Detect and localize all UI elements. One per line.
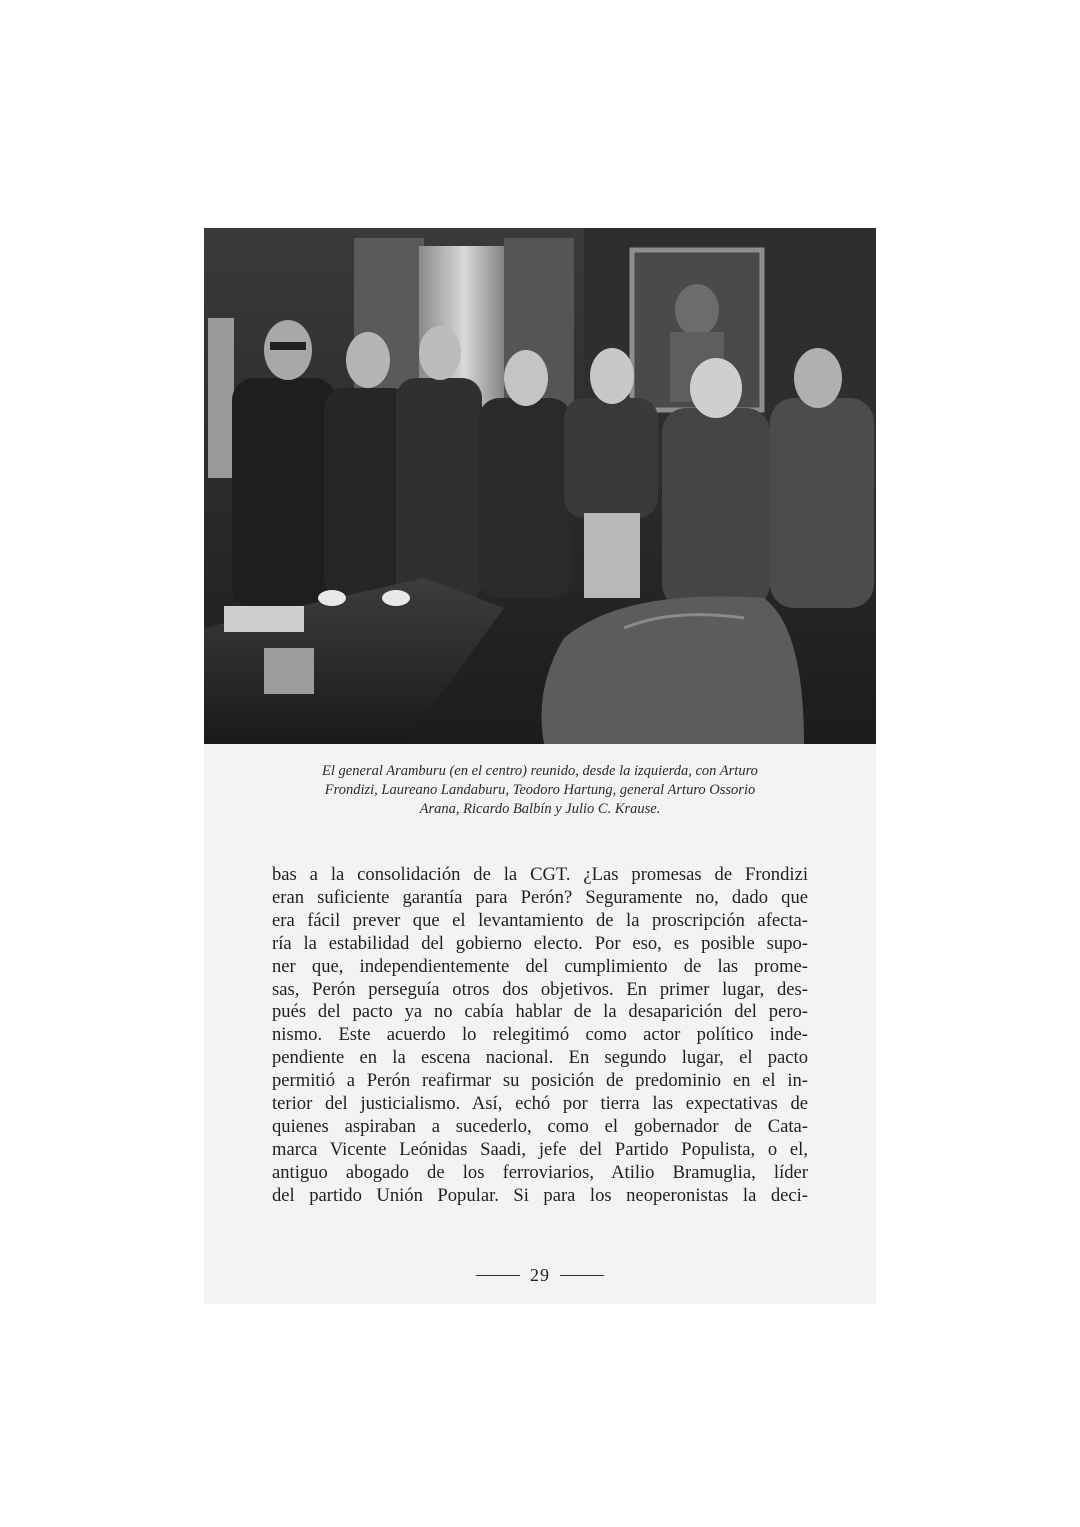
historical-photograph [204,228,876,744]
caption-line: Frondizi, Laureano Landaburu, Teodoro Hartung, general Arturo Ossorio [324,782,756,798]
text-line: ría la estabilidad del gobierno electo. Por eso, es posible supo- [272,932,808,954]
text-line: bas a la consolidación de la CGT. ¿Las promesas de Frondizi [272,864,808,885]
page-number: 29 [530,1264,550,1285]
caption-line: El general Aramburu (en el centro) reunido, desde la izquierda, con Arturo [322,763,758,779]
text-line: era fácil prever que el levantamiento de la proscripción afecta- [272,909,808,931]
text-line: quienes aspiraban a sucederlo, como el gobernador de Cata- [272,1115,808,1137]
text-line: ner que, independientemente del cumplimiento de las prome- [272,955,808,977]
text-line: permitió a Perón reafirmar su posición de predominio en el in- [272,1070,808,1092]
scanned-page [204,228,876,1304]
text-line: pendiente en la escena nacional. En segundo lugar, el pacto [272,1047,808,1069]
body-paragraph [272,864,808,1208]
photo-caption [248,762,832,819]
text-line: eran suficiente garantía para Perón? Seguramente no, dado que [272,886,808,908]
text-line: antiguo abogado de los ferroviarios, Atilio Bramuglia, líder [272,1161,808,1183]
text-line: terior del justicialismo. Así, echó por tierra las expectativas de [272,1093,808,1115]
caption-line: Arana, Ricardo Balbín y Julio C. Krause. [419,801,661,817]
text-line: del partido Unión Popular. Si para los neoperonistas la deci- [272,1184,808,1206]
folio-rule-left [476,1275,520,1276]
page-folio [204,1263,876,1287]
text-line: pués del pacto ya no cabía hablar de la desaparición del pero- [272,1001,808,1023]
text-line: nismo. Este acuerdo lo relegitimó como actor político inde- [272,1024,808,1046]
text-line: sas, Perón perseguía otros dos objetivos. En primer lugar, des- [272,978,808,1000]
text-line: marca Vicente Leónidas Saadi, jefe del Partido Populista, o el, [272,1138,808,1160]
folio-rule-right [560,1275,604,1276]
